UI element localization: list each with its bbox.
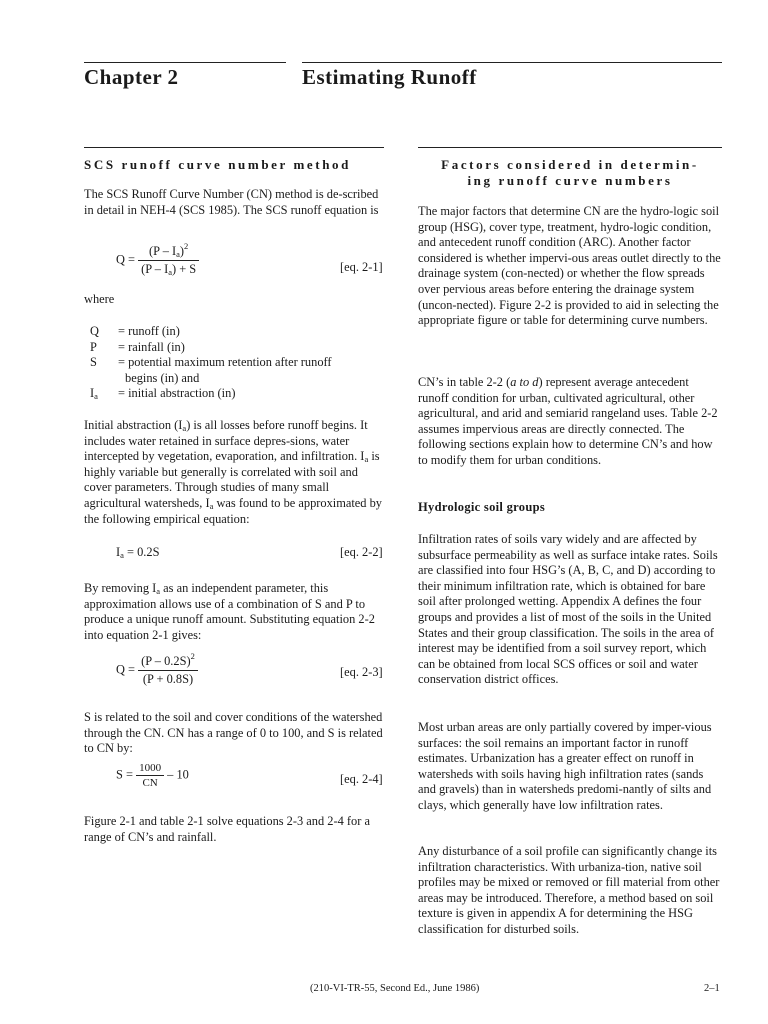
equation-2-4-label: [eq. 2-4] (340, 772, 383, 786)
footer-citation: (210-VI-TR-55, Second Ed., June 1986) (310, 983, 480, 994)
subheading-hydrologic-soil-groups: Hydrologic soil groups (418, 500, 545, 514)
major-factors-paragraph: The major factors that determine CN are the hydro-logic soil group (HSG), cover type, treatment, hydro-logic condition, and antecedent runoff condition (ARC). Another factor considered is whether impervi-ous areas outlet directly to the drainage system (con-nected) or whether the flow spreads over pervious areas before entering the drainage system (uncon-nected). Figure 2-2 is provided to aid in selecting the appropriate figure or table for determining curve numbers. (418, 204, 721, 328)
intro-paragraph: The SCS Runoff Curve Number (CN) method is de-scribed in detail in NEH-4 (SCS 1985). The SCS runoff equation is (84, 187, 379, 217)
section-rule-right (418, 147, 722, 148)
chapter-title: Estimating Runoff (302, 65, 477, 89)
section-rule-left (84, 147, 384, 148)
section-heading-factors-line1: Factors considered in determin- (441, 157, 699, 172)
equation-2-4-fraction: $\frac{1000}{CN}$ (136, 762, 164, 789)
equation-2-3-label: [eq. 2-3] (340, 665, 383, 679)
s-relation-paragraph: S is related to the soil and cover conditions of the watershed through the CN. CN has a range of 0 to 100, and S is related to CN by: (84, 710, 383, 756)
removing-ia-paragraph: By removing $I_a$ as an independent parameter, this approximation allows use of a combination of S and P to produce a unique runoff amount. Substituting equation 2-2 into equation 2-1 gives: (84, 581, 375, 642)
soil-disturbance-paragraph: Any disturbance of a soil profile can significantly change its infiltration characteristics. With urbaniza-tion, native soil profiles may be mixed or removed or fill material from other areas may be introduced. Therefore, a method based on soil texture is given in appendix A for determining the HSG classification for disturbed soils. (418, 844, 720, 936)
equation-2-2-label: [eq. 2-2] (340, 545, 383, 559)
where-text: where (84, 292, 115, 306)
equation-2-1-fraction: $\frac{(P - I_a)^2}{(P - I_a) + S}$ (138, 244, 199, 277)
equation-2-3: Q = $\frac{(P - 0.2S)^2}{(P + 0.8S)}$ (116, 654, 198, 687)
urban-areas-paragraph: Most urban areas are only partially covered by imper-vious surfaces: the soil remains an important factor in runoff estimates. Urbanization has a greater effect on runoff in watersheds with soils having high infiltration rates (sands and gravels) than in watersheds predomi-nantly of silts and clays, which generally have low infiltration rates. (418, 720, 712, 812)
header-rule-right (302, 62, 722, 63)
section-heading-curve-number: SCS runoff curve number method (84, 157, 351, 172)
page-number: 2–1 (704, 983, 720, 994)
equation-2-4: S = $\frac{1000}{CN}$ – 10 (116, 762, 189, 789)
infiltration-paragraph: Infiltration rates of soils vary widely and are affected by subsurface permeability as well as surface intake rates. Soils are classified into four HSG’s (A, B, C, and D) according to their minimum infiltration rate, which is obtained for bare soil after prolonged wetting. Appendix A defines the four groups and provides a list of most of the soils in the United States and their group classification. The soils in the area of interest may be identified from a soil survey report, which can be obtained from local SCS offices or soil and water conservation district offices. (418, 532, 718, 687)
equation-2-2: $I_a = 0.2S$ (116, 545, 160, 560)
equation-2-1-label: [eq. 2-1] (340, 260, 383, 274)
figure-reference-paragraph: Figure 2-1 and table 2-1 solve equations 2-3 and 2-4 for a range of CN’s and rainfall. (84, 814, 370, 844)
equation-2-3-fraction: $\frac{(P - 0.2S)^2}{(P + 0.8S)}$ (138, 654, 198, 687)
initial-abstraction-paragraph: Initial abstraction $(I_a)$ is all losses before runoff begins. It includes water retained in surface depres-sions, water intercepted by vegetation, evaporation, and infiltration. $I_a$ is highly variable but generally is correlated with soil and cover parameters. Through studies of many small agricultural watersheds, $I_a$ was found to be approximated by the following empirical equation: (84, 418, 382, 526)
table-2-2-paragraph: CN’s in table 2-2 (a to d) represent average antecedent runoff condition for urban, cultivated agricultural, other agricultural, and arid and semiarid rangeland uses. Table 2-2 assumes impervious areas are directly connected. The following sections explain how to determine CN’s and how to modify them for urban conditions. (418, 375, 718, 467)
section-heading-factors-line2: ing runoff curve numbers (467, 173, 673, 188)
header-rule-left (84, 62, 286, 63)
chapter-number: Chapter 2 (84, 65, 179, 89)
equation-2-1: Q = $\frac{(P - I_a)^2}{(P - I_a) + S}$ (116, 244, 199, 277)
